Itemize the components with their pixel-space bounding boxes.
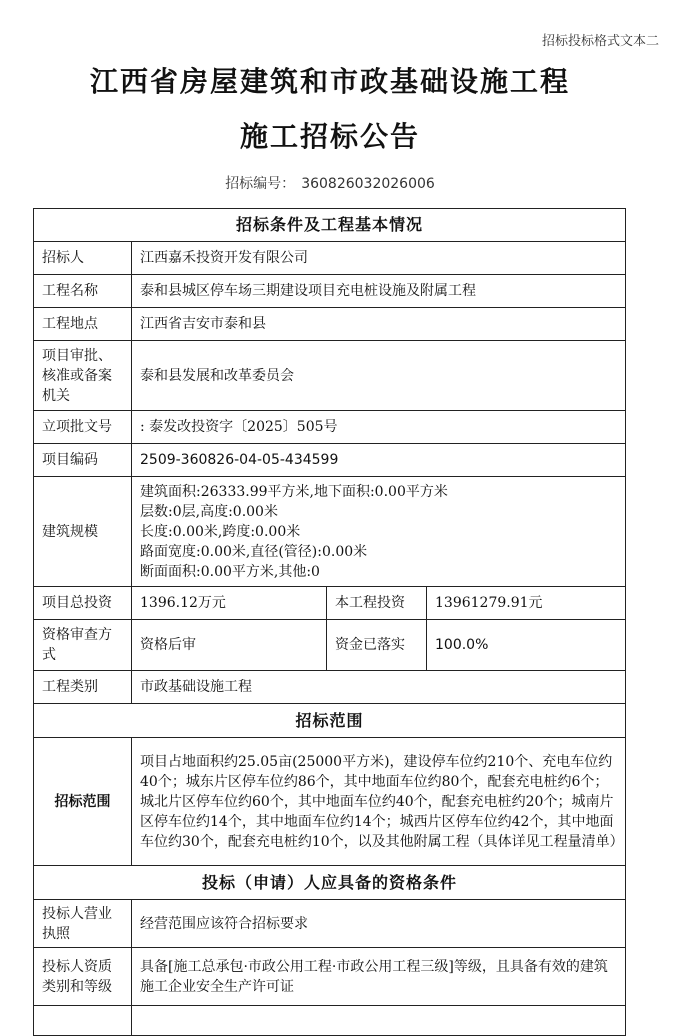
table-row (34, 671, 626, 704)
table-row (34, 948, 626, 1006)
empty-cell (132, 1006, 626, 1036)
scope-value: 项目占地面积约25.05亩(25000平方米)，建设停车位约210个、充电车位约40个；城东片区停车位约86个，其中地面车位约80个，配套充电桩约6个；城北片区停车位约60个，其中地面车位约40个，配套充电桩约20个；城南片区停车位约14个，其中地面车位约14个；城西片区停车位约42个，其中地面车位约30个，配套充电桩约10个，以及其他附属工程（具体详见工程量清单） (132, 738, 626, 866)
this-investment-value: 13961279.91元 (427, 587, 626, 620)
table-row (34, 242, 626, 275)
section-header-row (34, 704, 626, 738)
category-label: 工程类别 (34, 671, 132, 704)
location-label: 工程地点 (34, 308, 132, 341)
table-row (34, 275, 626, 308)
approval-body-value: 泰和县发展和改革委员会 (132, 341, 626, 411)
table-row (34, 444, 626, 477)
empty-cell (34, 1006, 132, 1036)
section-title-conditions: 招标条件及工程基本情况 (34, 209, 626, 242)
tenderer-value: 江西嘉禾投资开发有限公司 (132, 242, 626, 275)
scale-value (132, 477, 626, 587)
bid-number (0, 173, 660, 193)
section-title-scope: 招标范围 (34, 704, 626, 738)
scope-label: 招标范围 (34, 738, 132, 866)
scale-line: 路面宽度:0.00米,直径(管径):0.00米 (140, 543, 368, 560)
table-row (34, 620, 626, 671)
section-title-requirements: 投标（申请）人应具备的资格条件 (34, 866, 626, 900)
grade-label: 投标人资质类别和等级 (34, 948, 132, 1006)
scale-line: 建筑面积:26333.99平方米,地下面积:0.00平方米 (140, 483, 448, 500)
qualification-review-value: 资格后审 (132, 620, 327, 671)
project-code-label: 项目编码 (34, 444, 132, 477)
bid-number-value: 360826032026006 (301, 176, 435, 192)
tenderer-label: 招标人 (34, 242, 132, 275)
table-row (34, 341, 626, 411)
license-label: 投标人营业执照 (34, 900, 132, 948)
license-value: 经营范围应该符合招标要求 (132, 900, 626, 948)
header-note: 招标投标格式文本二 (541, 34, 659, 49)
scale-line: 层数:0层,高度:0.00米 (140, 503, 278, 520)
announcement-table (33, 208, 626, 1036)
page-title: 江西省房屋建筑和市政基础设施工程 (89, 65, 570, 98)
category-value: 市政基础设施工程 (132, 671, 626, 704)
scale-line: 长度:0.00米,跨度:0.00米 (140, 523, 301, 540)
table-row (34, 587, 626, 620)
approval-doc-label: 立项批文号 (34, 411, 132, 444)
table-row (34, 900, 626, 948)
scale-label: 建筑规模 (34, 477, 132, 587)
section-header-row (34, 866, 626, 900)
scale-line: 断面面积:0.00平方米,其他:0 (140, 563, 320, 580)
project-name-value: 泰和县城区停车场三期建设项目充电桩设施及附属工程 (132, 275, 626, 308)
table-row (34, 308, 626, 341)
grade-value: 具备[施工总承包·市政公用工程·市政公用工程三级]等级，且具备有效的建筑施工企业安全生产许可证 (132, 948, 626, 1006)
project-name-label: 工程名称 (34, 275, 132, 308)
this-investment-label: 本工程投资 (327, 587, 427, 620)
bid-number-label: 招标编号： (225, 176, 296, 192)
table-row (34, 477, 626, 587)
section-header-row (34, 209, 626, 242)
table-row (34, 738, 626, 866)
total-investment-value: 1396.12万元 (132, 587, 327, 620)
location-value: 江西省吉安市泰和县 (132, 308, 626, 341)
table-row (34, 411, 626, 444)
total-investment-label: 项目总投资 (34, 587, 132, 620)
funds-ready-value: 100.0% (427, 620, 626, 671)
table-row (34, 1006, 626, 1036)
approval-doc-value: : 泰发改投资字〔2025〕505号 (132, 411, 626, 444)
approval-body-label: 项目审批、核准或备案机关 (34, 341, 132, 411)
page-subtitle: 施工招标公告 (239, 120, 420, 153)
qualification-review-label: 资格审查方式 (34, 620, 132, 671)
funds-ready-label: 资金已落实 (327, 620, 427, 671)
project-code-value: 2509-360826-04-05-434599 (132, 444, 626, 477)
